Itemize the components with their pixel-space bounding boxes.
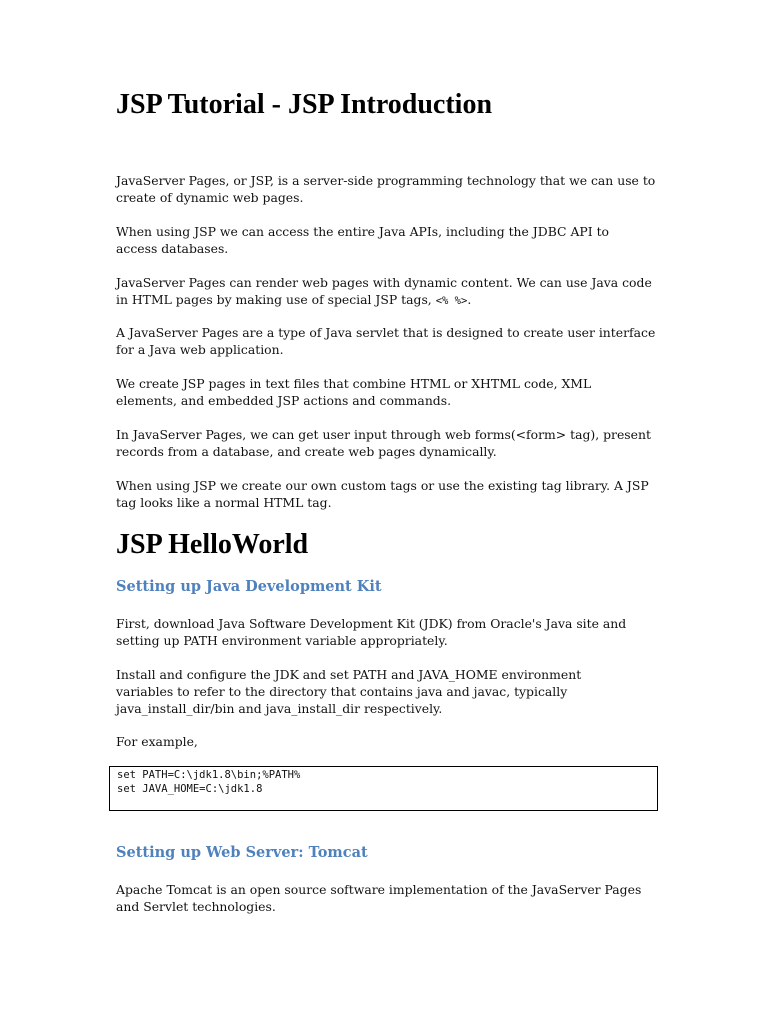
text-line: In JavaServer Pages, we can get user input through web forms(<form> tag), present <box>116 427 651 442</box>
subsection-heading-jdk: Setting up Java Development Kit <box>116 578 382 595</box>
jdk-paragraph-1 <box>116 615 661 649</box>
text-line: variables to refer to the directory that contains java and javac, typically <box>116 684 568 699</box>
text-line: access databases. <box>116 241 229 256</box>
text-line <box>116 291 661 310</box>
text-line: A JavaServer Pages are a type of Java servlet that is designed to create user interface <box>116 325 656 340</box>
code-block <box>109 766 658 811</box>
text-line: setting up PATH environment variable appropriately. <box>116 633 448 648</box>
text-line: elements, and embedded JSP actions and commands. <box>116 393 452 408</box>
section-heading-helloworld: JSP HelloWorld <box>116 529 309 560</box>
text-segment: . <box>467 292 472 307</box>
text-line: and Servlet technologies. <box>116 899 276 914</box>
code-line: set JAVA_HOME=C:\jdk1.8 <box>117 783 263 795</box>
text-line: Install and configure the JDK and set PATH and JAVA_HOME environment <box>116 667 582 682</box>
code-line: set PATH=C:\jdk1.8\bin;%PATH% <box>117 769 301 781</box>
intro-paragraph-1 <box>116 172 661 206</box>
intro-paragraph-2 <box>116 223 661 257</box>
text-line: java_install_dir/bin and java_install_dir respectively. <box>116 701 443 716</box>
jdk-paragraph-2 <box>116 666 661 717</box>
text-line: For example, <box>116 734 198 749</box>
intro-paragraph-5 <box>116 375 661 409</box>
text-line: We create JSP pages in text files that combine HTML or XHTML code, XML <box>116 376 592 391</box>
intro-paragraph-7 <box>116 477 661 511</box>
text-line: JavaServer Pages can render web pages with dynamic content. We can use Java code <box>116 275 652 290</box>
text-line: for a Java web application. <box>116 342 284 357</box>
text-line: When using JSP we create our own custom tags or use the existing tag library. A JSP <box>116 478 649 493</box>
intro-paragraph-3 <box>116 274 661 310</box>
text-line: When using JSP we can access the entire Java APIs, including the JDBC API to <box>116 224 610 239</box>
tomcat-paragraph-1 <box>116 881 661 915</box>
page-title: JSP Tutorial - JSP Introduction <box>116 89 493 120</box>
intro-paragraph-4 <box>116 324 661 358</box>
inline-code-jsp-tags: <% %> <box>435 295 468 307</box>
text-line: create of dynamic web pages. <box>116 190 304 205</box>
text-segment: in HTML pages by making use of special JSP tags, <box>116 292 436 307</box>
subsection-heading-tomcat: Setting up Web Server: Tomcat <box>116 844 368 861</box>
example-label <box>116 733 661 750</box>
text-line: records from a database, and create web pages dynamically. <box>116 444 497 459</box>
text-line: tag looks like a normal HTML tag. <box>116 495 332 510</box>
text-line: Apache Tomcat is an open source software implementation of the JavaServer Pages <box>116 882 642 897</box>
text-line: JavaServer Pages, or JSP, is a server-side programming technology that we can use to <box>116 173 656 188</box>
text-line: First, download Java Software Development Kit (JDK) from Oracle's Java site and <box>116 616 627 631</box>
intro-paragraph-6 <box>116 426 661 460</box>
